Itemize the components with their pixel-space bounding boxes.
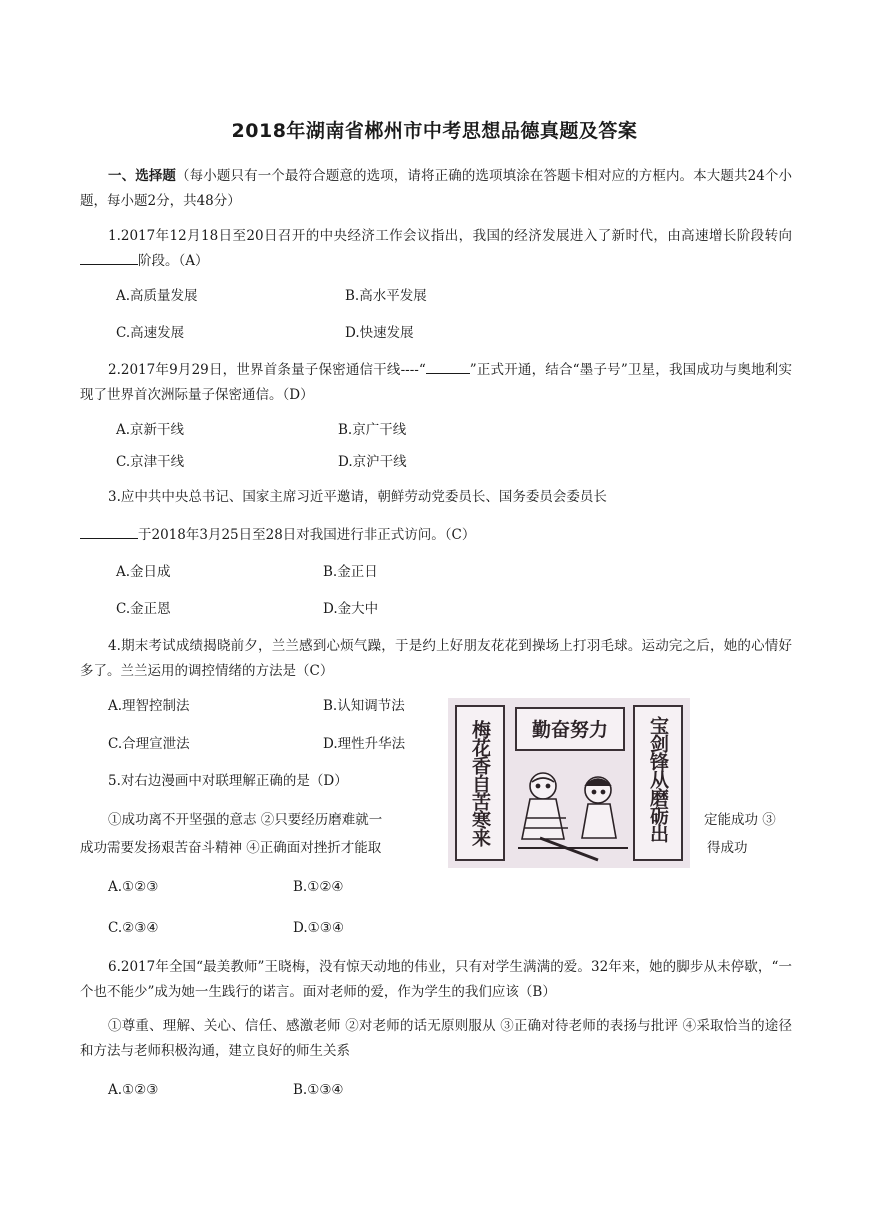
q4-option-a: A.理智控制法 — [108, 698, 190, 714]
question-4: 4.期末考试成绩揭晓前夕，兰兰感到心烦气躁，于是约上好朋友花花到操场上打羽毛球。运动完之后，她的心情好多了。兰兰运用的调控情绪的方法是（C） — [80, 638, 792, 679]
q5-option-a: A.①②③ — [108, 879, 159, 895]
page-title: 2018年湖南省郴州市中考思想品德真题及答案 — [231, 120, 638, 142]
section-instructions: （每小题只有一个最符合题意的选项，请将正确的选项填涂在答题卡相对应的方框内。本大题共24个小题，每小题2分，共48分） — [80, 168, 792, 209]
q5-option-c: C.②③④ — [108, 920, 159, 936]
q1-blank — [80, 251, 138, 265]
q1-option-b: B.高水平发展 — [345, 288, 427, 304]
q2-option-a: A.京新干线 — [116, 422, 185, 438]
q2-option-c: C.京津干线 — [116, 454, 185, 470]
q3-blank — [80, 525, 138, 539]
q1-text-a: 1.2017年12月18日至20日召开的中央经济工作会议指出，我国的经济发展进入了新时代，由高速增长阶段转向 — [108, 228, 792, 244]
q4-option-b: B.认知调节法 — [323, 698, 405, 714]
q2-option-d: D.京沪干线 — [338, 454, 407, 470]
q3-option-c: C.金正恩 — [116, 601, 171, 617]
q6-choices: ①尊重、理解、关心、信任、感激老师 ②对老师的话无原则服从 ③正确对待老师的表扬与批评 ④采取恰当的途径和方法与老师积极沟通，建立良好的师生关系 — [80, 1018, 792, 1059]
cartoon-right-scroll: 宝剑锋从磨砺出 — [647, 716, 669, 842]
q2-option-b: B.京广干线 — [338, 422, 407, 438]
q3-option-a: A.金日成 — [116, 564, 171, 580]
q3-option-b: B.金正日 — [323, 564, 378, 580]
q3-line-2: 于2018年3月25日至28日对我国进行非正式访问。（C） — [138, 527, 476, 543]
q6-option-a: A.①②③ — [108, 1082, 159, 1098]
q5-line-1-left: ①成功离不开坚强的意志 ②只要经历磨难就一 — [108, 812, 383, 828]
q5-line-1-right: 定能成功 ③ — [704, 812, 776, 828]
q3-line-1: 3.应中共中央总书记、国家主席习近平邀请，朝鲜劳动党委员长、国务委员会委员长 — [108, 489, 607, 505]
q5-stem: 5.对右边漫画中对联理解正确的是（D） — [108, 773, 348, 789]
q1-option-c: C.高速发展 — [116, 325, 185, 341]
question-6: 6.2017年全国“最美教师”王晓梅，没有惊天动地的伟业，只有对学生满满的爱。32年来，她的脚步从未停歇，“一个也不能少”成为她一生践行的诺言。面对老师的爱，作为学生的我们应该（B） — [80, 959, 792, 1000]
q5-line-2-right: 得成功 — [707, 840, 748, 856]
q6-option-b: B.①③④ — [293, 1082, 344, 1098]
q4-option-d: D.理性升华法 — [323, 736, 406, 752]
q5-option-d: D.①③④ — [293, 920, 344, 936]
q4-option-c: C.合理宣泄法 — [108, 736, 190, 752]
q3-option-d: D.金大中 — [323, 601, 379, 617]
question-1 — [80, 224, 792, 274]
q5-option-b: B.①②④ — [293, 879, 344, 895]
cartoon-image — [448, 698, 690, 868]
q3-line-2-wrap — [80, 525, 475, 545]
cartoon-top-banner: 勤奋努力 — [531, 719, 609, 741]
cartoon-left-scroll: 梅花香自苦寒来 — [469, 720, 491, 846]
section-heading: 一、选择题 — [108, 168, 177, 184]
q1-option-a: A.高质量发展 — [116, 288, 198, 304]
question-2 — [80, 358, 792, 408]
section-intro — [80, 164, 792, 214]
q5-line-2-left: 成功需要发扬艰苦奋斗精神 ④正确面对挫折才能取 — [80, 840, 382, 856]
q2-blank — [426, 360, 470, 374]
q1-option-d: D.快速发展 — [345, 325, 414, 341]
q2-text-a: 2.2017年9月29日，世界首条量子保密通信干线----“ — [108, 362, 426, 378]
q2-text-b: ”正式开通，结合“墨子号”卫星，我国成功与奥地利实现了世界首次洲际量子保密通信。（D） — [80, 362, 792, 403]
q1-text-b: 阶段。（A） — [138, 253, 209, 269]
